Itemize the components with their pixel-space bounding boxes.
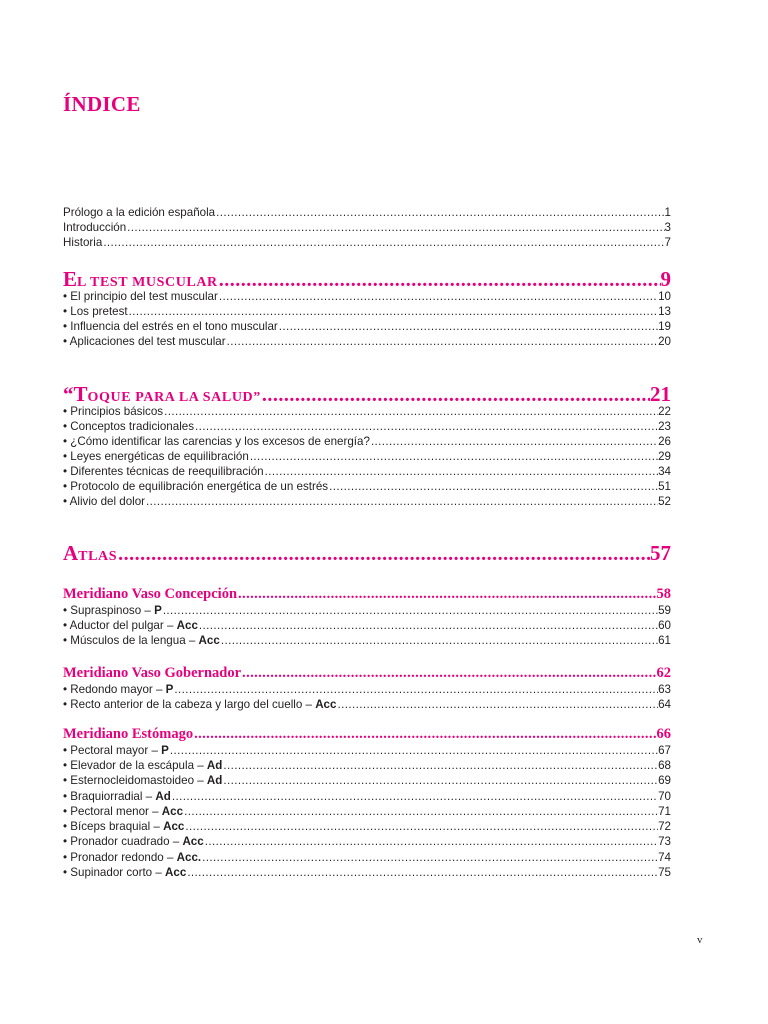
dot-leader bbox=[186, 865, 658, 880]
subsection-heading-estomago[interactable] bbox=[63, 725, 671, 743]
dot-leader bbox=[193, 725, 656, 743]
toc-entry-label: • Conceptos tradicionales bbox=[63, 420, 195, 433]
toc-entry[interactable] bbox=[63, 633, 671, 648]
toc-entry[interactable] bbox=[63, 603, 671, 618]
toc-entry[interactable] bbox=[63, 494, 671, 509]
toc-entry[interactable] bbox=[63, 618, 671, 633]
toc-entry[interactable] bbox=[63, 743, 671, 758]
toc-entry-page: 13 bbox=[658, 305, 671, 318]
toc-entry-page: 1 bbox=[664, 206, 671, 219]
section-page: 21 bbox=[650, 382, 671, 406]
dot-leader bbox=[171, 789, 658, 804]
toc-entry-label: • Aductor del pulgar – Acc bbox=[63, 619, 198, 632]
toc-entry[interactable] bbox=[63, 804, 671, 819]
section-title: “TOQUE PARA LA SALUD” bbox=[63, 382, 261, 406]
toc-entry-page: 26 bbox=[658, 435, 671, 448]
toc-entry[interactable] bbox=[63, 319, 671, 334]
section-page: 9 bbox=[660, 267, 671, 291]
muscle-code: Ad bbox=[155, 790, 171, 803]
muscle-code: Acc bbox=[182, 835, 204, 848]
section-title: EL TEST MUSCULAR bbox=[63, 267, 218, 291]
dot-leader bbox=[145, 494, 658, 509]
dot-leader bbox=[128, 304, 658, 319]
toc-entry-page: 52 bbox=[658, 495, 671, 508]
toc-entry-page: 64 bbox=[658, 698, 671, 711]
toc-entry-label: • Protocolo de equilibración energética de un estrés bbox=[63, 480, 329, 493]
toc-entry-label: • Alivio del dolor bbox=[63, 495, 146, 508]
dot-leader bbox=[183, 804, 658, 819]
toc-entry[interactable] bbox=[63, 449, 671, 464]
toc-entry-page: 68 bbox=[658, 759, 671, 772]
toc-entry-label: • Esternocleidomastoideo – Ad bbox=[63, 774, 223, 787]
toc-entry-page: 74 bbox=[658, 851, 671, 864]
toc-entry[interactable] bbox=[63, 789, 671, 804]
dot-leader bbox=[222, 758, 658, 773]
toc-entry[interactable] bbox=[63, 773, 671, 788]
muscle-code: Acc bbox=[315, 698, 337, 711]
dot-leader bbox=[278, 319, 658, 334]
muscle-code: Ad bbox=[206, 774, 223, 787]
toc-entry-page: 19 bbox=[658, 320, 671, 333]
dot-leader bbox=[162, 603, 658, 618]
toc-entry-page: 71 bbox=[658, 805, 671, 818]
section-heading-atlas[interactable] bbox=[63, 540, 671, 566]
dot-leader bbox=[194, 419, 658, 434]
dot-leader bbox=[184, 819, 658, 834]
toc-entry-page: 75 bbox=[658, 866, 671, 879]
toc-entry-page: 63 bbox=[658, 683, 671, 696]
subsection-heading-vaso-concepcion[interactable] bbox=[63, 585, 671, 603]
toc-entry-label: • Supinador corto – Acc bbox=[63, 866, 187, 879]
muscle-code: Acc bbox=[176, 619, 198, 632]
toc-entry-page: 20 bbox=[658, 335, 671, 348]
toc-entry-page: 34 bbox=[658, 465, 671, 478]
toc-entry-label: • Elevador de la escápula – Ad bbox=[63, 759, 223, 772]
toc-entry-historia[interactable] bbox=[63, 235, 671, 250]
toc-entry-label: • Recto anterior de la cabeza y largo del cuello – Acc bbox=[63, 698, 337, 711]
toc-entry-label: Historia bbox=[63, 236, 103, 249]
toc-entry-label: • Pronador cuadrado – Acc bbox=[63, 835, 204, 848]
muscle-code: P bbox=[154, 604, 162, 617]
toc-entry-label: • ¿Cómo identificar las carencias y los excesos de energía? bbox=[63, 435, 370, 448]
toc-entry-label: • Principios básicos bbox=[63, 405, 164, 418]
toc-entry-label: • El principio del test muscular bbox=[63, 290, 218, 303]
page-number: v bbox=[697, 934, 703, 946]
page-title: ÍNDICE bbox=[63, 92, 141, 116]
toc-entry-page: 67 bbox=[658, 744, 671, 757]
toc-entry[interactable] bbox=[63, 758, 671, 773]
dot-leader bbox=[198, 618, 658, 633]
toc-entry-page: 60 bbox=[658, 619, 671, 632]
dot-leader bbox=[370, 434, 658, 449]
dot-leader bbox=[173, 682, 658, 697]
toc-entry-label: • Supraspinoso – P bbox=[63, 604, 162, 617]
subsection-page: 58 bbox=[656, 586, 671, 602]
toc-entry-page: 69 bbox=[658, 774, 671, 787]
muscle-code: Acc bbox=[163, 820, 185, 833]
toc-entry-page: 29 bbox=[658, 450, 671, 463]
dot-leader bbox=[222, 773, 658, 788]
toc-entry[interactable] bbox=[63, 697, 671, 712]
toc-entry-page: 23 bbox=[658, 420, 671, 433]
section-title: ATLAS bbox=[63, 541, 118, 565]
toc-entry[interactable] bbox=[63, 434, 671, 449]
dot-leader bbox=[204, 834, 658, 849]
dot-leader bbox=[215, 205, 664, 220]
subsection-page: 66 bbox=[656, 726, 671, 742]
toc-entry[interactable] bbox=[63, 479, 671, 494]
toc-entry[interactable] bbox=[63, 834, 671, 849]
toc-entry-prologo[interactable] bbox=[63, 205, 671, 220]
toc-entry-label: • Braquiorradial – Ad bbox=[63, 790, 171, 803]
toc-entry-label: • Los pretest bbox=[63, 305, 128, 318]
toc-entry-label: • Leyes energéticas de equilibración bbox=[63, 450, 249, 463]
toc-entry-page: 70 bbox=[658, 790, 671, 803]
subsection-title: Meridiano Vaso Concepción bbox=[63, 586, 238, 602]
toc-entry-label: • Aplicaciones del test muscular bbox=[63, 335, 226, 348]
toc-entry-page: 10 bbox=[658, 290, 671, 303]
toc-entry-label: • Influencia del estrés en el tono muscular bbox=[63, 320, 278, 333]
subsection-page: 62 bbox=[656, 665, 671, 681]
muscle-code: P bbox=[161, 744, 169, 757]
toc-entry[interactable] bbox=[63, 404, 671, 419]
toc-entry-label: • Pectoral menor – Acc bbox=[63, 805, 184, 818]
dot-leader bbox=[336, 697, 658, 712]
toc-entry-label: • Redondo mayor – P bbox=[63, 683, 174, 696]
toc-entry-label: • Bíceps braquial – Acc bbox=[63, 820, 185, 833]
toc-entry-label: • Pronador redondo – Acc. bbox=[63, 851, 202, 864]
toc-entry-page: 61 bbox=[658, 634, 671, 647]
muscle-code: P bbox=[165, 683, 174, 696]
toc-entry-page: 3 bbox=[664, 221, 671, 234]
dot-leader bbox=[249, 449, 658, 464]
dot-leader bbox=[117, 541, 650, 566]
muscle-code: Acc bbox=[198, 634, 220, 647]
toc-entry[interactable] bbox=[63, 865, 671, 880]
subsection-title: Meridiano Estómago bbox=[63, 726, 194, 742]
dot-leader bbox=[163, 404, 658, 419]
dot-leader bbox=[328, 479, 658, 494]
toc-entry-label: • Pectoral mayor – P bbox=[63, 744, 169, 757]
dot-leader bbox=[226, 334, 659, 349]
subsection-title: Meridiano Vaso Gobernador bbox=[63, 665, 242, 681]
subsection-heading-vaso-gobernador[interactable] bbox=[63, 664, 671, 682]
toc-entry-page: 73 bbox=[658, 835, 671, 848]
toc-entry[interactable] bbox=[63, 334, 671, 349]
toc-entry-label: • Diferentes técnicas de reequilibración bbox=[63, 465, 264, 478]
toc-entry-label: Introducción bbox=[63, 221, 127, 234]
toc-entry-label: Prólogo a la edición española bbox=[63, 206, 216, 219]
dot-leader bbox=[218, 289, 658, 304]
dot-leader bbox=[241, 664, 656, 682]
toc-entry-page: 72 bbox=[658, 820, 671, 833]
muscle-code: Acc bbox=[161, 805, 184, 818]
toc-entry[interactable] bbox=[63, 682, 671, 697]
toc-entry[interactable] bbox=[63, 819, 671, 834]
dot-leader bbox=[237, 585, 656, 603]
dot-leader bbox=[264, 464, 658, 479]
dot-leader bbox=[169, 743, 658, 758]
toc-entry-page: 7 bbox=[664, 236, 671, 249]
toc-entry[interactable] bbox=[63, 289, 671, 304]
section-page: 57 bbox=[650, 541, 671, 565]
toc-entry-page: 22 bbox=[658, 405, 671, 418]
dot-leader bbox=[201, 850, 658, 865]
toc-entry[interactable] bbox=[63, 464, 671, 479]
dot-leader bbox=[102, 235, 664, 250]
dot-leader bbox=[126, 220, 664, 235]
toc-entry[interactable] bbox=[63, 850, 671, 865]
muscle-code: Ad bbox=[206, 759, 223, 772]
toc-entry-page: 51 bbox=[658, 480, 671, 493]
toc-entry-introduccion[interactable] bbox=[63, 220, 671, 235]
toc-entry[interactable] bbox=[63, 419, 671, 434]
toc-entry-label: • Músculos de la lengua – Acc bbox=[63, 634, 220, 647]
muscle-code: Acc. bbox=[176, 851, 202, 864]
toc-entry-page: 59 bbox=[658, 604, 671, 617]
toc-entry[interactable] bbox=[63, 304, 671, 319]
muscle-code: Acc bbox=[165, 866, 187, 879]
dot-leader bbox=[220, 633, 658, 648]
